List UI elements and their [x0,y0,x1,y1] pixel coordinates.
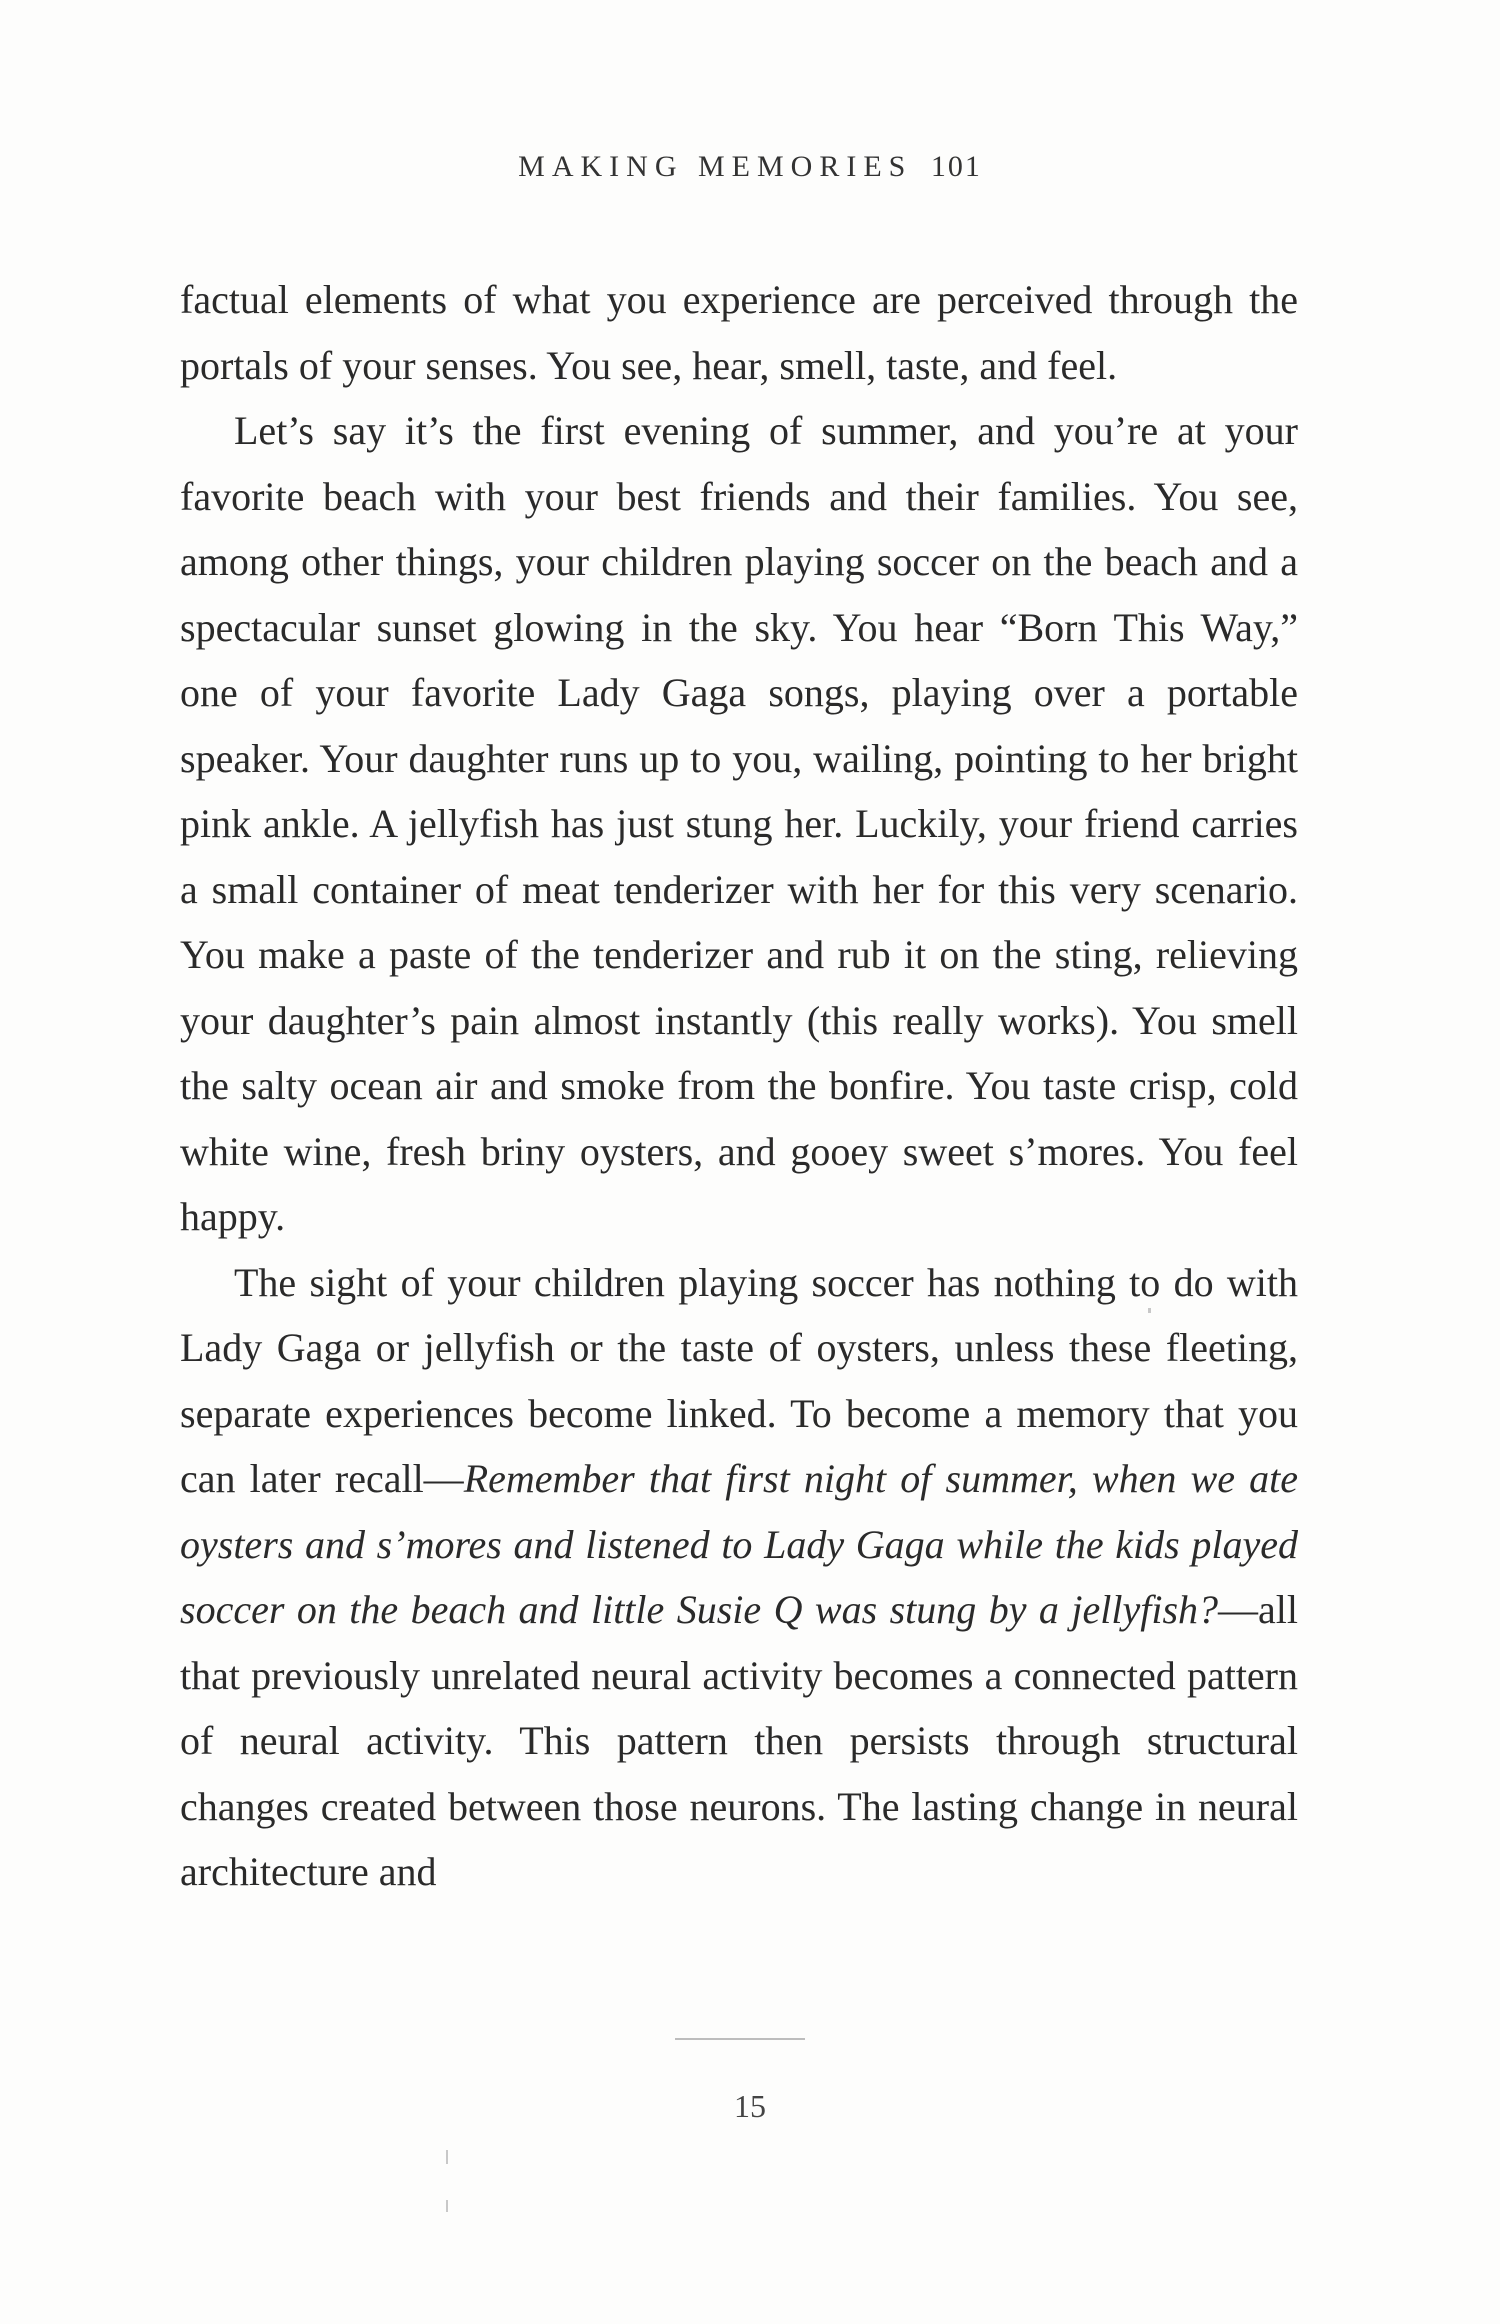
paragraph-3-lead: The sight of your children playing soccer has nothing to do with Lady Gaga or jellyfish or the taste of oysters, unless these fleeting, separate experiences become linked. To become a memory that you can later recall— [180,1259,1298,1501]
running-head-page-number: 101 [930,150,982,183]
paragraph-3-italic-quote: Remember that first night of summer, when we ate oysters and s’mores and listened to Lady Gaga while the kids played soccer on the beach and little Susie Q was stung by a jellyfish? [180,1456,1298,1632]
paragraph-3 [180,1250,1298,1905]
body-text [180,267,1298,1905]
scan-speck [1148,1308,1151,1313]
paragraph-2: Let’s say it’s the first evening of summer, and you’re at your favorite beach with your best friends and their families. You see, among other things, your children playing soccer on the beach and a spectacular sunset glowing in the sky. You hear “Born This Way,” one of your favorite Lady Gaga songs, playing over a portable speaker. Your daughter runs up to you, wailing, pointing to her bright pink ankle. A jellyfish has just stung her. Luckily, your friend carries a small container of meat tenderizer with her for this very scenario. You make a paste of the tenderizer and rub it on the sting, relieving your daughter’s pain almost instantly (this really works). You smell the salty ocean air and smoke from the bonfire. You taste crisp, cold white wine, fresh briny oysters, and gooey sweet s’mores. You feel happy. [180,408,1298,1239]
running-head [0,150,1500,184]
running-head-title: MAKING MEMORIES [518,150,913,183]
folio-page-number: 15 [734,2088,766,2124]
scan-speck [446,2200,448,2212]
footer-rule [675,2038,805,2040]
scan-speck [446,2150,448,2164]
paragraph-3-tail: —all that previously unrelated neural activity becomes a connected pattern of neural activity. This pattern then persists through structural changes created between those neurons. The lasting change in neural architecture and [180,1587,1298,1894]
paragraph-1: factual elements of what you experience are perceived through the portals of your senses. You see, hear, smell, taste, and feel. [180,277,1298,388]
